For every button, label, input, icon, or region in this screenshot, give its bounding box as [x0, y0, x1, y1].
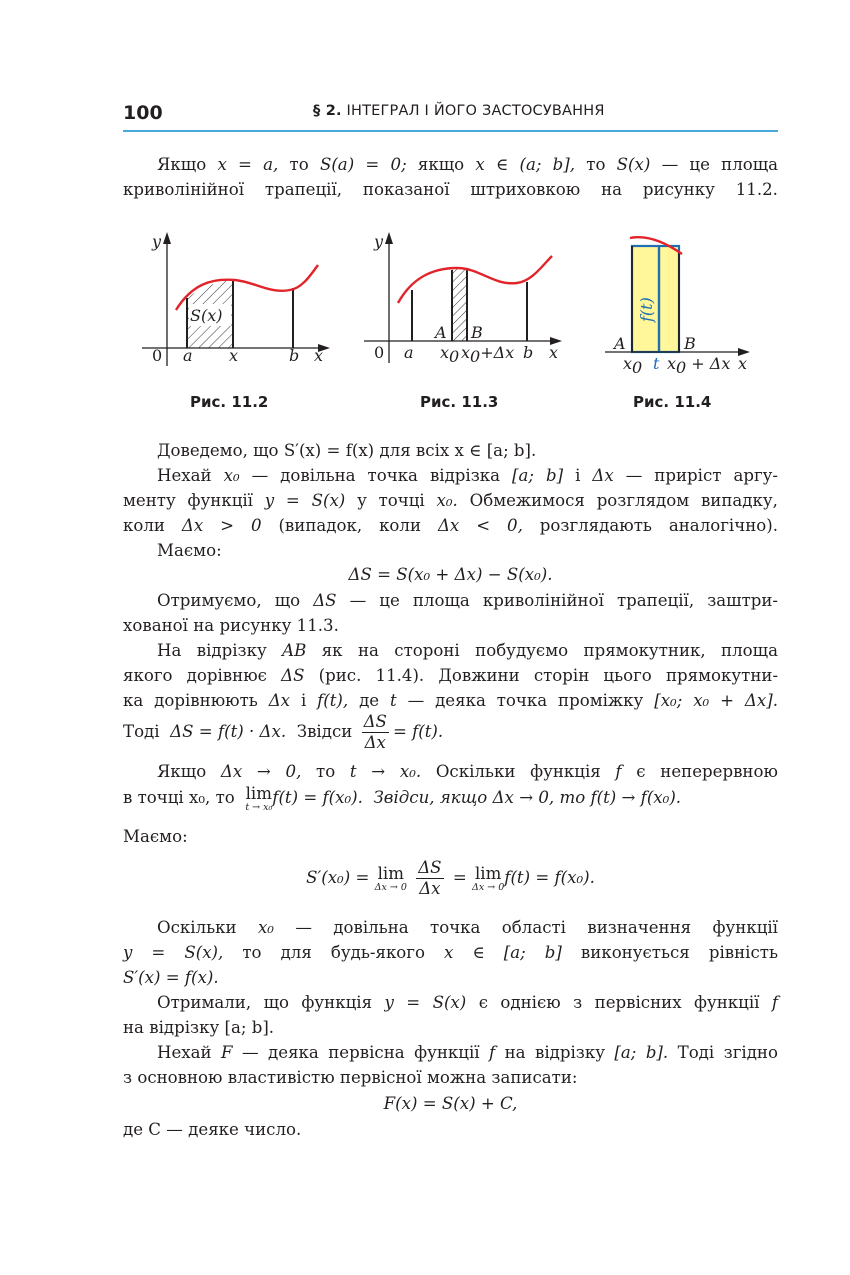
x-axis-label: x [549, 343, 559, 362]
got-line-2: на відрізку [a; b]. [123, 1018, 275, 1037]
figure-11-4 [600, 228, 760, 378]
derivative-equation: S′(x₀) = lim Δx → 0 $\frac{\Delta S}{\Delta x}$ = lim Δx → 0 f(t) = f(x₀). [306, 858, 595, 898]
label-A: A [614, 334, 626, 353]
origin-label: 0 [374, 343, 385, 362]
seg-line-1: На відрізку AB як на стороні побудуємо прямокутник, площа [157, 641, 778, 660]
t-label: t [653, 354, 660, 373]
get-line-1: Отримуємо, що ΔS — це площа криволінійної трапеції, заштри- [157, 591, 779, 610]
x0-label: x0 [440, 343, 460, 366]
get-line-2: хованої на рисунку 11.3. [123, 616, 339, 635]
then-line: Тоді ΔS = f(t) · Δx. Звідси $\frac{\Delta S}{\Delta x}$ = f(t). [123, 712, 444, 752]
curve-f [398, 256, 552, 303]
equation-F: F(x) = S(x) + C, [383, 1094, 518, 1113]
label-B: B [684, 334, 696, 353]
b-label: b [523, 343, 534, 362]
F-line-2: з основною властивістю первісної можна записати: [123, 1068, 578, 1087]
origin-label: 0 [152, 346, 163, 365]
caption-11-3: Рис. 11.3 [420, 393, 499, 411]
intro-line-1: Якщо x = a, то S(a) = 0; якщо x ∈ (a; b], то S(x) — це площа [157, 155, 779, 174]
label-A: A [435, 323, 447, 342]
a-label: a [404, 343, 414, 362]
caption-11-2: Рис. 11.2 [190, 393, 269, 411]
seg-line-3: ка дорівнюють Δx і f(t), де t — деяка точка проміжку [x₀; x₀ + Δx]. [123, 691, 778, 710]
x-axis-label: x [738, 354, 748, 373]
x-axis-label: x [314, 346, 324, 365]
lim-line-1: Якщо Δx → 0, то t → x₀. Оскільки функція f є неперервною [157, 762, 778, 781]
fraction-ds-dx: $\frac{\Delta S}{\Delta x}$ [363, 712, 387, 752]
y-label: y [152, 232, 162, 251]
maemo-2: Маємо: [123, 827, 188, 846]
since-line-1: Оскільки x₀ — довільна точка області визначення функції [157, 918, 778, 937]
label-B: B [471, 323, 483, 342]
section-title: § 2. ІНТЕГРАЛ І ЙОГО ЗАСТОСУВАННЯ [313, 103, 605, 119]
x0-dx-label: x0 + Δx [667, 354, 731, 377]
let-line-2: менту функції y = S(x) у точці x₀. Обмежимося розглядом випадку, [123, 491, 778, 510]
b-label: b [289, 346, 300, 365]
a-label: a [183, 346, 193, 365]
y-label: y [374, 232, 384, 251]
seg-line-2: якого дорівнює ΔS (рис. 11.4). Довжини сторін цього прямокутни- [123, 666, 779, 685]
x-label: x [229, 346, 239, 365]
since-line-2: y = S(x), то для будь-якого x ∈ [a; b] виконується рівність [123, 943, 778, 962]
maemo-1: Маємо: [157, 541, 222, 560]
intro-line-2: криволінійної трапеції, показаної штриховкою на рисунку 11.2. [123, 180, 778, 199]
page-header [123, 98, 778, 132]
page-number: 100 [123, 102, 163, 124]
F-line-1: Нехай F — деяка первісна функції f на відрізку [a; b]. Тоді згідно [157, 1043, 778, 1062]
x0-dx-label: x0+Δx [461, 343, 515, 366]
lim-line-2: в точці x₀, то lim t → x₀ f(t) = f(x₀). Звідси, якщо Δx → 0, то f(t) → f(x₀). [123, 784, 682, 813]
area-label: S(x) [190, 306, 223, 325]
figure-11-2 [140, 228, 340, 378]
hatched-strip [452, 268, 467, 341]
let-line-3: коли Δx > 0 (випадок, коли Δx < 0, розглядають аналогічно). [123, 516, 778, 535]
x0-label: x0 [623, 354, 643, 377]
since-line-3: S′(x) = f(x). [123, 968, 219, 987]
caption-11-4: Рис. 11.4 [633, 393, 712, 411]
y-arrow-icon [385, 232, 393, 244]
ft-label: f(t) [637, 297, 656, 322]
got-line-1: Отримали, що функція y = S(x) є однією з первісних функції f [157, 993, 779, 1012]
equation-delta-s: ΔS = S(x₀ + Δx) − S(x₀). [348, 565, 553, 584]
figure-11-3 [362, 228, 572, 378]
last-line: де C — деяке число. [123, 1120, 302, 1139]
let-line-1: Нехай x₀ — довільна точка відрізка [a; b] і Δx — приріст аргу- [157, 466, 779, 485]
limit-t: lim t → x₀ [245, 784, 273, 813]
y-arrow-icon [163, 232, 171, 244]
prove-line: Доведемо, що S′(x) = f(x) для всіх x ∈ [a; b]. [157, 441, 537, 460]
